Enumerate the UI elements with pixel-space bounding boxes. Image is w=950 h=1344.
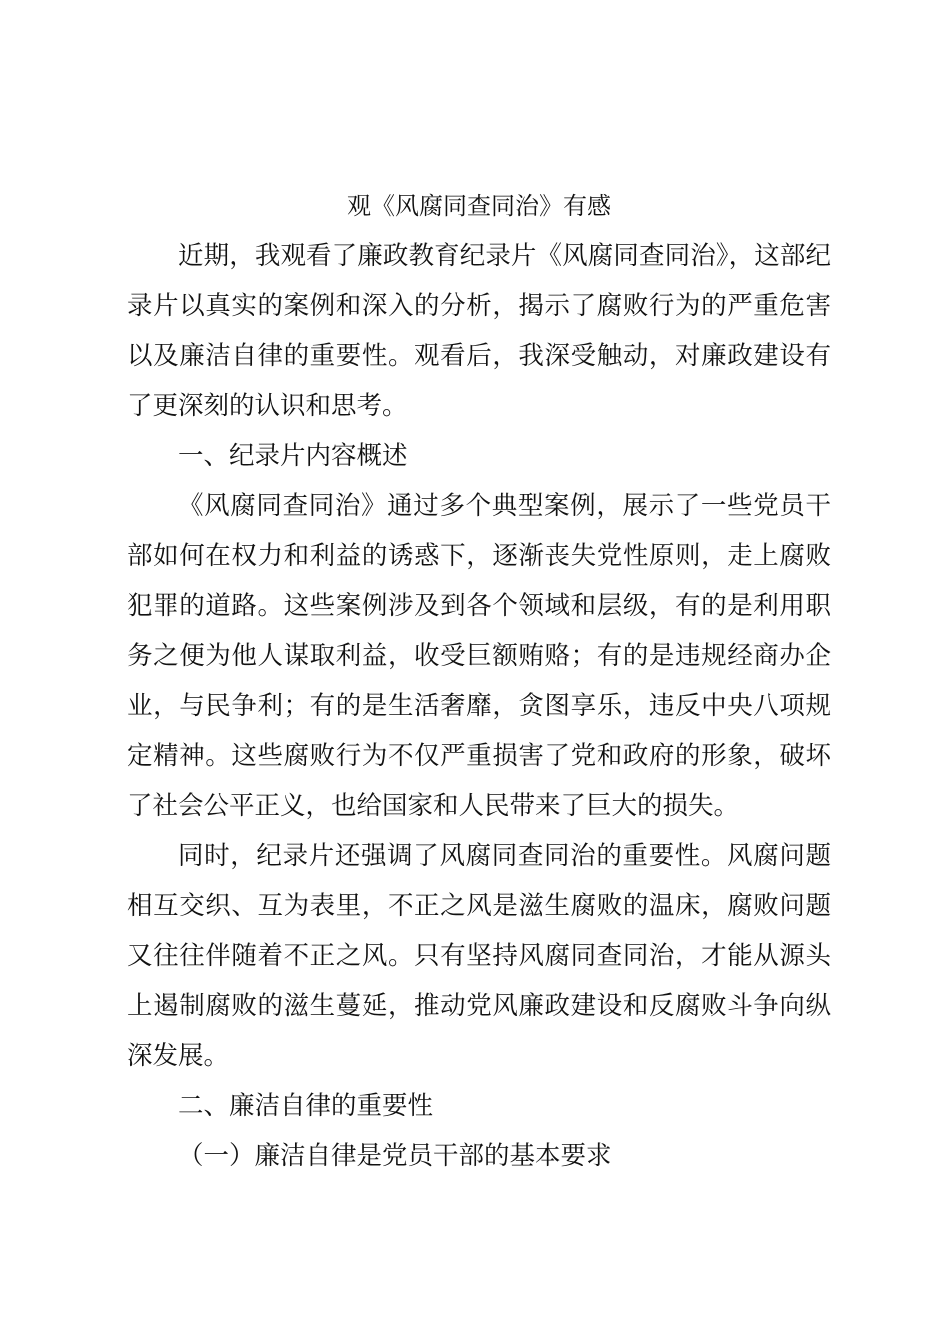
intro-paragraph: 近期，我观看了廉政教育纪录片《风腐同查同治》，这部纪录片以真实的案例和深入的分析，揭示了腐败行为的严重危害以及廉洁自律的重要性。观看后，我深受触动，对廉政建设有了更深刻的认识和思考。 <box>127 241 831 421</box>
section-heading-1: 一、纪录片内容概述 <box>178 441 408 471</box>
subsection-heading-1: （一）廉洁自律是党员干部的基本要求 <box>178 1141 612 1171</box>
overview-paragraph: 《风腐同查同治》通过多个典型案例，展示了一些党员干部如何在权力和利益的诱惑下，逐渐丧失党性原则，走上腐败犯罪的道路。这些案例涉及到各个领域和层级，有的是利用职务之便为他人谋取利益，收受巨额贿赂；有的是违规经商办企业，与民争利；有的是生活奢靡，贪图享乐，违反中央八项规定精神。这些腐败行为不仅严重损害了党和政府的形象，破坏了社会公平正义，也给国家和人民带来了巨大的损失。 <box>127 491 831 821</box>
emphasis-paragraph: 同时，纪录片还强调了风腐同查同治的重要性。风腐问题相互交织、互为表里，不正之风是滋生腐败的温床，腐败问题又往往伴随着不正之风。只有坚持风腐同查同治，才能从源头上遏制腐败的滋生蔓延，推动党风廉政建设和反腐败斗争向纵深发展。 <box>127 841 831 1071</box>
document-body <box>127 181 831 1181</box>
document-title: 观《风腐同查同治》有感 <box>347 192 611 220</box>
section-heading-2: 二、廉洁自律的重要性 <box>178 1091 434 1121</box>
